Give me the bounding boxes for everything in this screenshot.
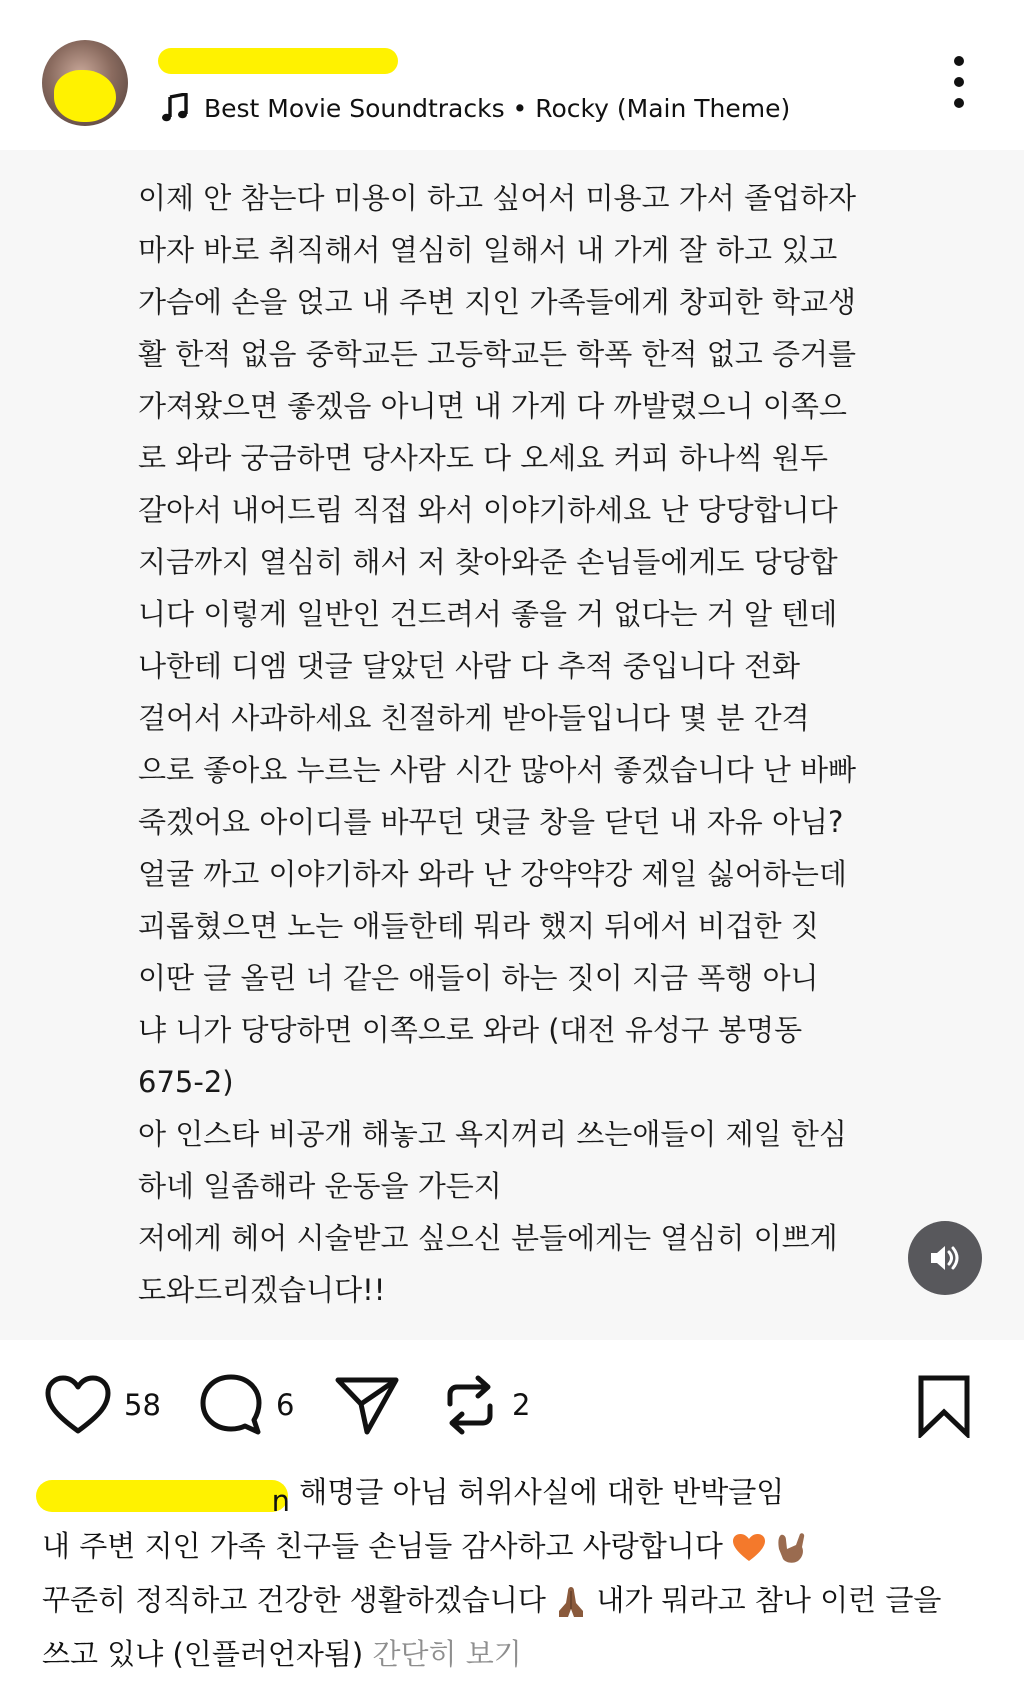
like-button[interactable]: [44, 1360, 161, 1450]
username[interactable]: [158, 40, 408, 74]
post-text-line: 니다 이렇게 일반인 건드려서 좋을 거 없다는 거 알 텐데: [138, 597, 838, 631]
post-text-line: 하네 일좀해라 운동을 가든지: [138, 1169, 502, 1203]
avatar[interactable]: [42, 40, 128, 126]
speaker-icon: [927, 1240, 963, 1276]
call-me-hand-icon: [775, 1531, 807, 1565]
post-text-line: 아 인스타 비공개 해놓고 욕지꺼리 쓰는애들이 제일 한심: [138, 1117, 847, 1151]
save-button[interactable]: [915, 1374, 973, 1438]
redaction-mark: [54, 70, 116, 122]
caption-text: 해명글 아님 허위사실에 대한 반박글임: [290, 1475, 785, 1509]
caption-text: 내가 뭐라고 참나 이런 글을: [596, 1583, 942, 1617]
action-bar: [0, 1360, 1024, 1450]
like-count: 58: [124, 1388, 161, 1422]
send-icon: [334, 1374, 400, 1436]
post-text-line: 나한테 디엠 댓글 달았던 사람 다 추적 중입니다 전화: [138, 649, 801, 683]
repost-count: 2: [512, 1388, 531, 1422]
caption-text: 내 주변 지인 가족 친구들 손님들 감사하고 사랑합니다: [42, 1529, 723, 1563]
post-text-line: 이딴 글 올린 너 같은 애들이 하는 짓이 지금 폭행 아니: [138, 961, 819, 995]
post-text-line: 이제 안 참는다 미용이 하고 싶어서 미용고 가서 졸업하자: [138, 181, 857, 215]
post-text-line: 가져왔으면 좋겠음 아니면 내 가게 다 까발렸으니 이쪽으: [138, 389, 847, 423]
caption-line: [42, 1465, 992, 1519]
post-text-line: 갈아서 내어드림 직접 와서 이야기하세요 난 당당합니다: [138, 493, 838, 527]
post-text-line: 으로 좋아요 누르는 사람 시간 많아서 좋겠습니다 난 바빠: [138, 753, 857, 787]
caption-line: [42, 1627, 992, 1681]
music-note-icon: [160, 93, 190, 123]
comment-button[interactable]: [198, 1360, 294, 1450]
see-less-link[interactable]: 간단히 보기: [372, 1637, 522, 1671]
share-button[interactable]: [334, 1360, 400, 1450]
heart-icon: [44, 1375, 112, 1435]
caption-line: [42, 1573, 992, 1627]
more-options-button[interactable]: [944, 52, 974, 112]
caption-username[interactable]: n: [42, 1474, 290, 1514]
music-attribution[interactable]: [160, 90, 790, 126]
redaction-mark: [36, 1480, 288, 1512]
caption-text: 꾸준히 정직하고 건강한 생활하겠습니다: [42, 1583, 546, 1617]
post-text-line: 도와드리겠습니다!!: [138, 1273, 386, 1307]
more-vertical-icon: [954, 98, 964, 108]
repost-button[interactable]: [440, 1360, 530, 1450]
post-text-line: 활 한적 없음 중학교든 고등학교든 학폭 한적 없고 증거를: [138, 337, 857, 371]
more-vertical-icon: [954, 77, 964, 87]
post-text-line: 마자 바로 취직해서 열심히 일해서 내 가게 잘 하고 있고: [138, 233, 838, 267]
music-title: Best Movie Soundtracks • Rocky (Main Theme): [204, 93, 791, 123]
sound-toggle-button[interactable]: [908, 1221, 982, 1295]
caption: [42, 1465, 992, 1681]
post-text-line: 로 와라 궁금하면 당사자도 다 오세요 커피 하나씩 원두: [138, 441, 829, 475]
redaction-mark: [158, 48, 398, 74]
post-text-line: 냐 니가 당당하면 이쪽으로 와라 (대전 유성구 봉명동: [138, 1013, 803, 1047]
caption-text: 쓰고 있냐 (인플러언자됨): [42, 1637, 373, 1671]
post-text-line: 얼굴 까고 이야기하자 와라 난 강약약강 제일 싫어하는데: [138, 857, 847, 891]
post-text-line: 걸어서 사과하세요 친절하게 받아들입니다 몇 분 간격: [138, 701, 810, 735]
post-text-line: 675-2): [138, 1065, 234, 1099]
caption-line: [42, 1519, 992, 1573]
post-text-line: 괴롭혔으면 노는 애들한테 뭐라 했지 뒤에서 비겁한 짓: [138, 909, 819, 943]
more-vertical-icon: [954, 56, 964, 66]
post-text: [138, 172, 918, 1316]
post-text-line: 가슴에 손을 얹고 내 주변 지인 가족들에게 창피한 학교생: [138, 285, 857, 319]
post-text-line: 저에게 헤어 시술받고 싶으신 분들에게는 열심히 이쁘게: [138, 1221, 838, 1255]
repost-icon: [440, 1374, 500, 1436]
post-text-line: 지금까지 열심히 해서 저 찾아와준 손님들에게도 당당합: [138, 545, 838, 579]
bookmark-icon: [915, 1374, 973, 1438]
folded-hands-icon: [555, 1585, 587, 1619]
comment-count: 6: [276, 1388, 295, 1422]
comment-icon: [198, 1373, 264, 1437]
orange-heart-icon: [732, 1533, 766, 1563]
post-header: [0, 0, 1024, 150]
post-text-line: 죽겠어요 아이디를 바꾸던 댓글 창을 닫던 내 자유 아님?: [138, 805, 844, 839]
